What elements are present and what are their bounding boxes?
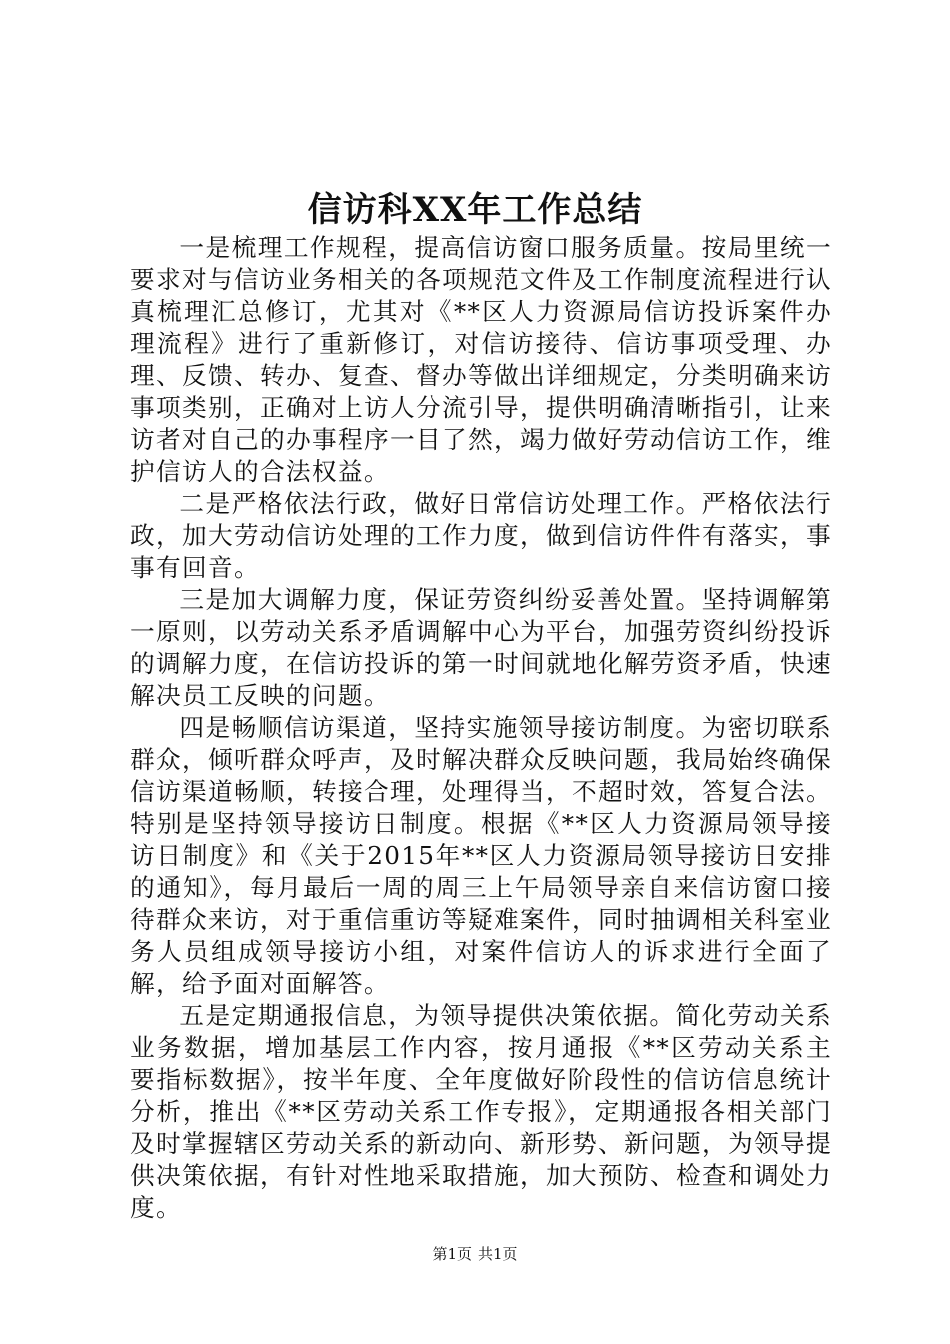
document-body xyxy=(130,232,832,1224)
page-number: 第1页 xyxy=(432,1245,472,1263)
paragraph-4: 四是畅顺信访渠道，坚持实施领导接访制度。为密切联系群众，倾听群众呼声，及时解决群众反映问题，我局始终确保信访渠道畅顺，转接合理，处理得当，不超时效，答复合法。特别是坚持领导接访日制度。根据《**区人力资源局领导接访日制度》和《关于2015年**区人力资源局领导接访日安排的通知》，每月最后一周的周三上午局领导亲自来信访窗口接待群众来访，对于重信重访等疑难案件，同时抽调相关科室业务人员组成领导接访小组，对案件信访人的诉求进行全面了解，给予面对面解答。 xyxy=(130,713,832,998)
paragraph-1: 一是梳理工作规程，提高信访窗口服务质量。按局里统一要求对与信访业务相关的各项规范文件及工作制度流程进行认真梳理汇总修订，尤其对《**区人力资源局信访投诉案件办理流程》进行了重新修订，对信访接待、信访事项受理、办理、反馈、转办、复查、督办等做出详细规定，分类明确来访事项类别，正确对上访人分流引导，提供明确清晰指引，让来访者对自己的办事程序一目了然，竭力做好劳动信访工作，维护信访人的合法权益。 xyxy=(130,233,832,486)
page-total: 共1页 xyxy=(478,1245,518,1263)
document-title: 信访科XX年工作总结 xyxy=(307,190,643,230)
paragraph-2: 二是严格依法行政，做好日常信访处理工作。严格依法行政，加大劳动信访处理的工作力度，做到信访件件有落实，事事有回音。 xyxy=(130,489,832,582)
page-footer xyxy=(0,1244,950,1264)
paragraph-5: 五是定期通报信息，为领导提供决策依据。简化劳动关系业务数据，增加基层工作内容，按月通报《**区劳动关系主要指标数据》，按半年度、全年度做好阶段性的信访信息统计分析，推出《**区劳动关系工作专报》，定期通报各相关部门及时掌握辖区劳动关系的新动向、新形势、新问题，为领导提供决策依据，有针对性地采取措施，加大预防、检查和调处力度。 xyxy=(130,1001,832,1222)
paragraph-3: 三是加大调解力度，保证劳资纠纷妥善处置。坚持调解第一原则，以劳动关系矛盾调解中心为平台，加强劳资纠纷投诉的调解力度，在信访投诉的第一时间就地化解劳资矛盾，快速解决员工反映的问题。 xyxy=(130,585,832,710)
